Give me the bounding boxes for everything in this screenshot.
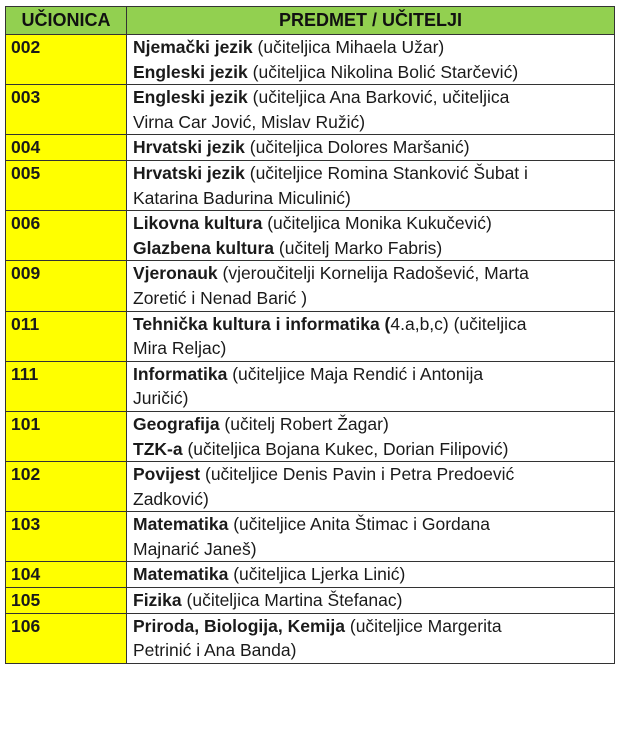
subject-teachers-cell (127, 211, 615, 261)
subject-teachers-cell (127, 361, 615, 411)
teacher-names: Katarina Badurina Miculinić) (133, 187, 351, 208)
room-number: 002 (6, 35, 127, 85)
table-row (6, 35, 615, 85)
subject-line (133, 614, 610, 639)
subject-teachers-cell (127, 311, 615, 361)
subject-line (133, 186, 610, 211)
subject-line (133, 362, 610, 387)
subject-name: Engleski jezik (133, 87, 248, 108)
subject-line (133, 35, 610, 60)
subject-name: Matematika (133, 564, 229, 585)
room-number: 011 (6, 311, 127, 361)
teacher-names: (učiteljica Martina Štefanac) (181, 590, 403, 611)
subject-name: Fizika (133, 590, 182, 611)
table-row (6, 311, 615, 361)
table-row (6, 85, 615, 135)
room-number: 104 (6, 562, 127, 588)
room-number: 009 (6, 261, 127, 311)
room-number: 105 (6, 588, 127, 614)
subject-line (133, 412, 610, 437)
room-number: 003 (6, 85, 127, 135)
subject-teachers-cell (127, 160, 615, 210)
subject-line (133, 462, 610, 487)
table-row (6, 411, 615, 461)
subject-teachers-cell (127, 562, 615, 588)
room-number: 106 (6, 613, 127, 663)
subject-line (133, 286, 610, 311)
teacher-names: (vjeroučitelji Kornelija Radošević, Marta (217, 263, 529, 284)
header-subject-teachers: PREDMET / UČITELJI (127, 7, 615, 35)
subject-line (133, 437, 610, 462)
subject-name: Likovna kultura (133, 213, 263, 234)
header-row (6, 7, 615, 35)
subject-name: Povijest (133, 464, 201, 485)
table-body (6, 35, 615, 664)
subject-teachers-cell (127, 613, 615, 663)
teacher-names: (učiteljice Maja Rendić i Antonija (227, 363, 484, 384)
table-row (6, 211, 615, 261)
table-row (6, 588, 615, 614)
room-number: 102 (6, 462, 127, 512)
table-header (6, 7, 615, 35)
room-number: 111 (6, 361, 127, 411)
teacher-names: (učiteljica Ljerka Linić) (228, 564, 406, 585)
teacher-names: (učiteljica Ana Barković, učiteljica (247, 87, 510, 108)
subject-line (133, 537, 610, 562)
subject-line (133, 85, 610, 110)
subject-name: Matematika (133, 514, 229, 535)
table-row (6, 361, 615, 411)
subject-name: Geografija (133, 413, 220, 434)
teacher-names: Mira Reljac) (133, 338, 227, 359)
teacher-names: (učiteljica Dolores Maršanić) (244, 137, 470, 158)
subject-name: Glazbena kultura (133, 237, 275, 258)
teacher-names: (učiteljica Nikolina Bolić Starčević) (247, 61, 519, 82)
table-row (6, 562, 615, 588)
subject-name: Vjeronauk (133, 263, 218, 284)
subject-line (133, 110, 610, 135)
subject-line (133, 161, 610, 186)
subject-line (133, 562, 610, 587)
subject-teachers-cell (127, 462, 615, 512)
subject-name: Tehnička kultura i informatika ( (133, 313, 391, 334)
teacher-names: (učiteljice Romina Stanković Šubat i (244, 162, 528, 183)
subject-teachers-cell (127, 411, 615, 461)
teacher-names: (učiteljice Denis Pavin i Petra Predoević (200, 464, 515, 485)
subject-teachers-cell (127, 588, 615, 614)
room-number: 101 (6, 411, 127, 461)
subject-name: Engleski jezik (133, 61, 248, 82)
header-room: UČIONICA (6, 7, 127, 35)
teacher-names: 4.a,b,c) (učiteljica (390, 313, 527, 334)
teacher-names: Zadković) (133, 488, 209, 509)
subject-line (133, 312, 610, 337)
table-row (6, 462, 615, 512)
room-number: 006 (6, 211, 127, 261)
classroom-table (5, 6, 615, 664)
subject-teachers-cell (127, 85, 615, 135)
teacher-names: (učiteljica Mihaela Užar) (252, 37, 445, 57)
teacher-names: Petrinić i Ana Banda) (133, 640, 297, 661)
teacher-names: (učiteljice Margerita (345, 615, 502, 636)
teacher-names: Virna Car Jović, Mislav Ružić) (133, 111, 366, 132)
subject-teachers-cell (127, 261, 615, 311)
subject-name: Njemački jezik (133, 37, 253, 57)
teacher-names: Zoretić i Nenad Barić ) (133, 287, 308, 308)
teacher-names: (učiteljica Monika Kukučević) (262, 213, 492, 234)
table-row (6, 135, 615, 161)
subject-name: Informatika (133, 363, 228, 384)
subject-line (133, 588, 610, 613)
subject-line (133, 512, 610, 537)
subject-teachers-cell (127, 35, 615, 85)
subject-line (133, 135, 610, 160)
subject-line (133, 261, 610, 286)
subject-line (133, 487, 610, 512)
room-number: 005 (6, 160, 127, 210)
subject-name: Hrvatski jezik (133, 162, 245, 183)
teacher-names: (učitelj Robert Žagar) (219, 413, 389, 434)
teacher-names: (učitelj Marko Fabris) (274, 237, 443, 258)
subject-line (133, 386, 610, 411)
subject-name: Priroda, Biologija, Kemija (133, 615, 345, 636)
table-row (6, 613, 615, 663)
table-row (6, 261, 615, 311)
subject-teachers-cell (127, 135, 615, 161)
teacher-names: Juričić) (133, 388, 189, 409)
table-row (6, 512, 615, 562)
subject-teachers-cell (127, 512, 615, 562)
subject-line (133, 336, 610, 361)
room-number: 004 (6, 135, 127, 161)
teacher-names: (učiteljice Anita Štimac i Gordana (228, 514, 490, 535)
teacher-names: Majnarić Janeš) (133, 538, 257, 559)
subject-name: Hrvatski jezik (133, 137, 245, 158)
subject-line (133, 638, 610, 663)
table-row (6, 160, 615, 210)
subject-line (133, 60, 610, 85)
subject-line (133, 211, 610, 236)
subject-name: TZK-a (133, 438, 183, 459)
teacher-names: (učiteljica Bojana Kukec, Dorian Filipović) (182, 438, 509, 459)
room-number: 103 (6, 512, 127, 562)
subject-line (133, 236, 610, 261)
